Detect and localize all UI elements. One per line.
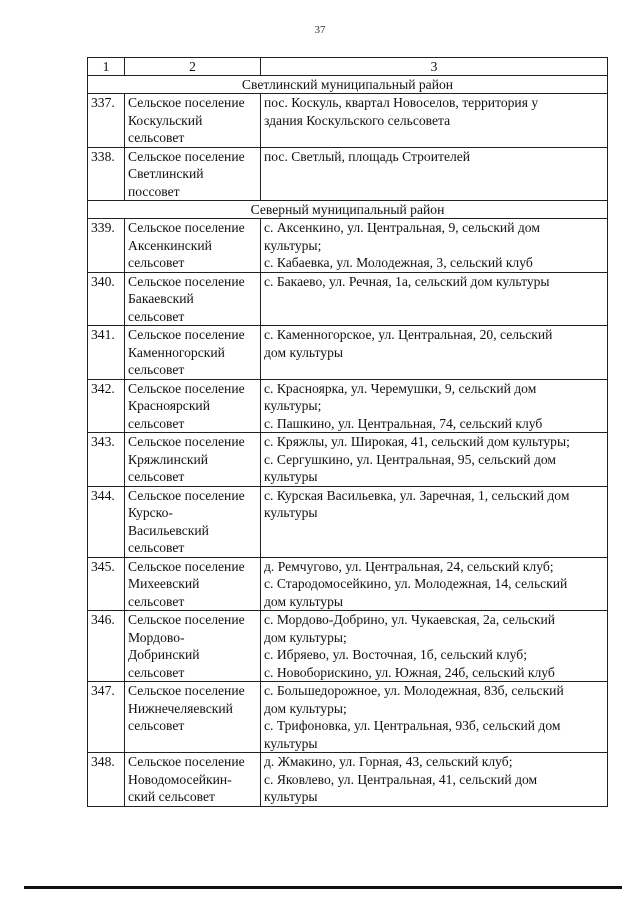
table-row — [88, 219, 608, 273]
settlement-name-line: сельсовет — [128, 362, 185, 377]
address-cell — [261, 147, 608, 201]
settlement-name-line: Бакаевский — [128, 291, 194, 306]
address-cell — [261, 94, 608, 148]
row-number: 341. — [88, 326, 125, 380]
settlement-name-cell — [125, 753, 261, 807]
address-line: с. Пашкино, ул. Центральная, 74, сельский клуб — [264, 415, 543, 431]
settlement-name-line: Сельское поселение — [128, 273, 245, 289]
settlement-name-line: Сельское поселение — [128, 558, 245, 574]
address-cell — [261, 219, 608, 273]
settlement-name-line: Сельское поселение — [128, 487, 245, 503]
address-cell — [261, 753, 608, 807]
address-line: дом культуры — [264, 344, 344, 360]
address-line: культуры — [264, 735, 318, 751]
address-cell — [261, 433, 608, 487]
table-row — [88, 433, 608, 487]
address-line: д. Жмакино, ул. Горная, 43, сельский клуб; — [264, 754, 513, 769]
district-section-row — [88, 76, 608, 94]
settlement-name-line: Новодомосейкин- — [128, 771, 232, 787]
settlement-name-cell — [125, 611, 261, 682]
settlement-name-line: Красноярский — [128, 398, 210, 413]
page-number: 37 — [314, 24, 326, 36]
address-line: с. Большедорожное, ул. Молодежная, 83б, сельский — [264, 683, 564, 698]
settlement-name-line: сельсовет — [128, 308, 185, 324]
settlement-name-cell — [125, 486, 261, 557]
address-line: д. Ремчугово, ул. Центральная, 24, сельский клуб; — [264, 558, 554, 574]
address-line: с. Трифоновка, ул. Центральная, 93б, сельский дом — [264, 718, 561, 733]
address-line: дом культуры; — [264, 700, 347, 716]
table-row — [88, 147, 608, 201]
settlement-name-cell — [125, 272, 261, 326]
address-line: культуры — [264, 505, 318, 520]
address-line: с. Ибряево, ул. Восточная, 1б, сельский клуб; — [264, 647, 527, 662]
table-row — [88, 486, 608, 557]
address-line: с. Курская Васильевка, ул. Заречная, 1, сельский дом — [264, 487, 570, 503]
address-line: культуры; — [264, 237, 322, 253]
settlement-name-line: сельсовет — [128, 130, 185, 145]
settlement-name-cell — [125, 557, 261, 611]
settlement-name-line: Коскульский — [128, 112, 203, 128]
settlement-name-line: Сельское поселение — [128, 683, 245, 698]
settlement-name-line: Курско- — [128, 505, 173, 520]
address-line: с. Кряжлы, ул. Широкая, 41, сельский дом культуры; — [264, 434, 570, 449]
district-title: Светлинский муниципальный район — [88, 76, 608, 94]
row-number: 337. — [88, 94, 125, 148]
table-row — [88, 272, 608, 326]
settlement-name-line: Сельское поселение — [128, 612, 245, 627]
district-title: Северный муниципальный район — [88, 201, 608, 219]
table-row — [88, 682, 608, 753]
settlement-name-line: Сельское поселение — [128, 380, 245, 396]
address-line: с. Новоборискино, ул. Южная, 24б, сельский клуб — [264, 664, 555, 680]
address-line: здания Коскульского сельсовета — [264, 112, 451, 128]
column-header-2: 2 — [125, 58, 261, 76]
settlement-name-line: Светлинский — [128, 166, 204, 181]
settlement-name-line: Сельское поселение — [128, 95, 245, 110]
row-number: 345. — [88, 557, 125, 611]
address-line: с. Бакаево, ул. Речная, 1а, сельский дом культуры — [264, 273, 550, 289]
table-row — [88, 379, 608, 433]
row-number: 343. — [88, 433, 125, 487]
settlement-name-line: Васильевский — [128, 522, 209, 538]
address-cell — [261, 486, 608, 557]
address-line: пос. Коскуль, квартал Новоселов, территория у — [264, 95, 539, 110]
address-line: пос. Светлый, площадь Строителей — [264, 148, 471, 164]
settlement-name-line: Сельское поселение — [128, 434, 245, 449]
address-line: культуры; — [264, 398, 322, 413]
settlement-name-line: сельсовет — [128, 718, 185, 733]
settlement-name-cell — [125, 433, 261, 487]
settlement-name-line: сельсовет — [128, 255, 185, 270]
settlement-name-line: ский сельсовет — [128, 789, 215, 804]
address-cell — [261, 379, 608, 433]
settlement-name-line: сельсовет — [128, 664, 185, 680]
address-cell — [261, 557, 608, 611]
row-number: 340. — [88, 272, 125, 326]
address-line: с. Мордово-Добрино, ул. Чукаевская, 2а, сельский — [264, 612, 556, 627]
settlement-name-line: сельсовет — [128, 540, 185, 555]
settlement-name-cell — [125, 682, 261, 753]
settlements-table — [87, 57, 608, 807]
settlement-name-line: Сельское поселение — [128, 754, 245, 769]
row-number: 342. — [88, 379, 125, 433]
column-header-1: 1 — [88, 58, 125, 76]
row-number: 344. — [88, 486, 125, 557]
settlement-name-line: Михеевский — [128, 576, 200, 591]
address-line: с. Кабаевка, ул. Молодежная, 3, сельский клуб — [264, 255, 533, 270]
settlement-name-line: Сельское поселение — [128, 327, 245, 342]
address-cell — [261, 272, 608, 326]
table-body — [88, 58, 608, 807]
address-cell — [261, 682, 608, 753]
row-number: 347. — [88, 682, 125, 753]
settlement-name-line: Кряжлинский — [128, 451, 209, 467]
table-header-row — [88, 58, 608, 76]
settlement-name-cell — [125, 379, 261, 433]
table-row — [88, 611, 608, 682]
address-line: с. Сергушкино, ул. Центральная, 95, сельский дом — [264, 451, 557, 467]
row-number: 348. — [88, 753, 125, 807]
address-cell — [261, 611, 608, 682]
address-line: с. Аксенкино, ул. Центральная, 9, сельский дом — [264, 220, 540, 235]
address-line: с. Красноярка, ул. Черемушки, 9, сельский дом — [264, 380, 537, 396]
settlement-name-line: Добринский — [128, 647, 200, 662]
settlement-name-cell — [125, 219, 261, 273]
column-header-3: 3 — [261, 58, 608, 76]
settlement-name-line: Сельское поселение — [128, 148, 245, 164]
table-row — [88, 326, 608, 380]
settlement-name-cell — [125, 326, 261, 380]
settlement-name-line: сельсовет — [128, 415, 185, 431]
settlement-name-cell — [125, 147, 261, 201]
row-number: 346. — [88, 611, 125, 682]
settlement-name-line: Сельское поселение — [128, 220, 245, 235]
settlement-name-cell — [125, 94, 261, 148]
table-row — [88, 557, 608, 611]
settlement-name-line: Нижнечеляевский — [128, 700, 233, 716]
address-line: культуры — [264, 469, 318, 484]
row-number: 339. — [88, 219, 125, 273]
district-section-row — [88, 201, 608, 219]
address-line: культуры — [264, 789, 318, 804]
address-line: с. Стародомосейкино, ул. Молодежная, 14, сельский — [264, 576, 568, 591]
settlement-name-line: Каменногорский — [128, 344, 225, 360]
settlement-name-line: сельсовет — [128, 469, 185, 484]
table-row — [88, 94, 608, 148]
address-line: с. Яковлево, ул. Центральная, 41, сельский дом — [264, 771, 538, 787]
address-line: дом культуры — [264, 593, 344, 609]
table-row — [88, 753, 608, 807]
address-cell — [261, 326, 608, 380]
settlement-name-line: сельсовет — [128, 593, 185, 609]
bottom-rule — [24, 886, 622, 889]
settlement-name-line: поссовет — [128, 183, 180, 199]
settlement-name-line: Аксенкинский — [128, 237, 212, 253]
address-line: дом культуры; — [264, 629, 347, 645]
address-line: с. Каменногорское, ул. Центральная, 20, сельский — [264, 327, 553, 342]
settlement-name-line: Мордово- — [128, 629, 185, 645]
row-number: 338. — [88, 147, 125, 201]
